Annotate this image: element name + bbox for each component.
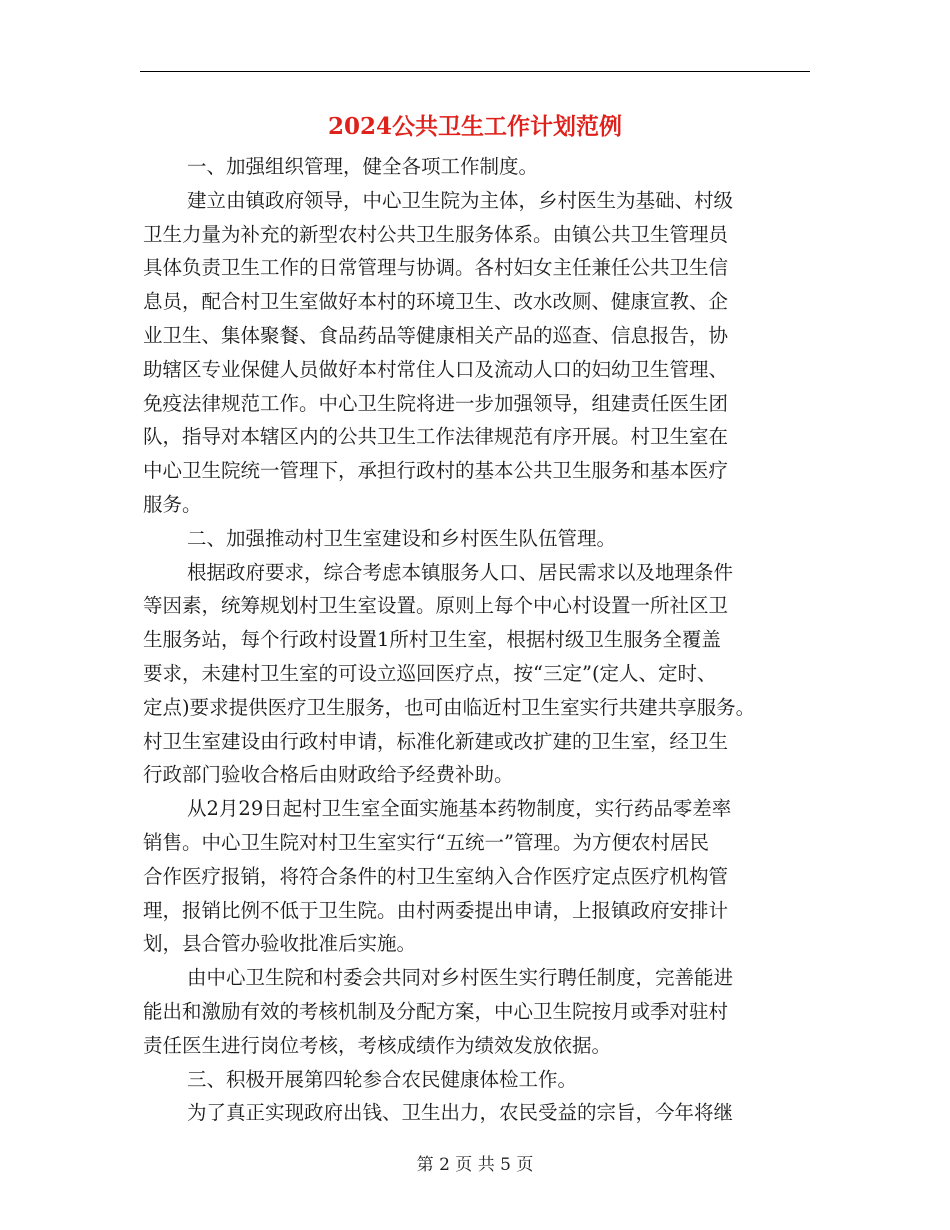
body-line: 建立由镇政府领导，中心卫生院为主体，乡村医生为基础、村级 bbox=[187, 188, 734, 212]
body-line: 业卫生、集体聚餐、食品药品等健康相关产品的巡查、信息报告，协 bbox=[143, 323, 729, 347]
body-line: 定点)要求提供医疗卫生服务，也可由临近村卫生室实行共建共享服务。 bbox=[143, 695, 756, 719]
body-line: 能出和激励有效的考核机制及分配方案，中心卫生院按月或季对驻村 bbox=[143, 999, 729, 1023]
body-line: 生服务站，每个行政村设置1所村卫生室，根据村级卫生服务全覆盖 bbox=[143, 628, 721, 652]
body-line: 由中心卫生院和村委会共同对乡村医生实行聘任制度，完善能进 bbox=[187, 966, 734, 990]
body-line: 责任医生进行岗位考核，考核成绩作为绩效发放依据。 bbox=[143, 1033, 612, 1057]
body-line: 行政部门验收合格后由财政给予经费补助。 bbox=[143, 763, 514, 787]
body-line: 根据政府要求，综合考虑本镇服务人口、居民需求以及地理条件 bbox=[187, 560, 734, 584]
header-rule bbox=[140, 71, 810, 72]
body-line: 划，县合管办验收批准后实施。 bbox=[143, 932, 417, 956]
body-line: 三、积极开展第四轮参合农民健康体检工作。 bbox=[187, 1067, 578, 1091]
body-line: 息员，配合村卫生室做好本村的环境卫生、改水改厕、健康宣教、企 bbox=[143, 290, 729, 314]
body-line: 等因素，统筹规划村卫生室设置。原则上每个中心村设置一所社区卫 bbox=[143, 594, 729, 618]
body-line: 销售。中心卫生院对村卫生室实行“五统一”管理。为方便农村居民 bbox=[143, 830, 709, 854]
body-line: 一、加强组织管理，健全各项工作制度。 bbox=[187, 155, 539, 178]
body-line: 从2月29日起村卫生室全面实施基本药物制度，实行药品零差率 bbox=[187, 797, 732, 821]
body-line: 二、加强推动村卫生室建设和乡村医生队伍管理。 bbox=[187, 526, 617, 550]
document-body bbox=[143, 150, 808, 1130]
document-title: 2024公共卫生工作计划范例 bbox=[327, 113, 622, 140]
body-line: 要求，未建村卫生室的可设立巡回医疗点，按“三定”(定人、定时、 bbox=[143, 661, 717, 685]
body-line: 卫生力量为补充的新型农村公共卫生服务体系。由镇公共卫生管理员 bbox=[143, 222, 729, 246]
body-line: 为了真正实现政府出钱、卫生出力，农民受益的宗旨，今年将继 bbox=[187, 1101, 734, 1125]
body-line: 具体负责卫生工作的日常管理与协调。各村妇女主任兼任公共卫生信 bbox=[143, 256, 729, 280]
body-line: 村卫生室建设由行政村申请，标准化新建或改扩建的卫生室，经卫生 bbox=[143, 729, 729, 753]
body-line: 助辖区专业保健人员做好本村常住人口及流动人口的妇幼卫生管理、 bbox=[143, 357, 729, 381]
body-line: 服务。 bbox=[143, 492, 202, 516]
body-line: 合作医疗报销，将符合条件的村卫生室纳入合作医疗定点医疗机构管 bbox=[143, 864, 729, 888]
body-line: 队，指导对本辖区内的公共卫生工作法律规范有序开展。村卫生室在 bbox=[143, 425, 729, 449]
page-footer: 第 2 页 共 5 页 bbox=[416, 1155, 534, 1175]
body-line: 理，报销比例不低于卫生院。由村两委提出申请，上报镇政府安排计 bbox=[143, 898, 729, 922]
body-line: 中心卫生院统一管理下，承担行政村的基本公共卫生服务和基本医疗 bbox=[143, 459, 729, 483]
body-line: 免疫法律规范工作。中心卫生院将进一步加强领导，组建责任医生团 bbox=[143, 391, 729, 415]
